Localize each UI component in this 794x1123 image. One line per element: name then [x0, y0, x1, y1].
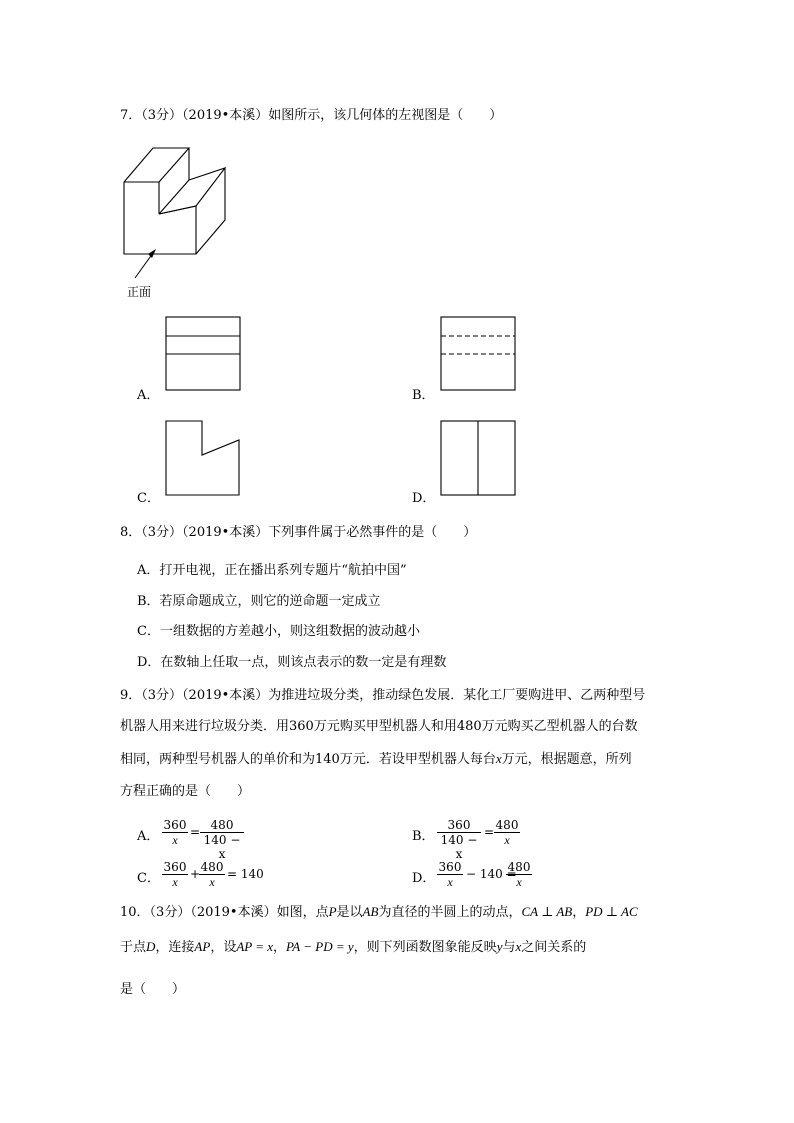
q9-c-plus: + — [190, 867, 201, 881]
q9-option-a-label: A． — [137, 829, 160, 844]
q9-c-equals-140: = 140 — [227, 867, 264, 881]
q9-option-d-label: D． — [412, 871, 436, 886]
q7-option-d-label: D． — [412, 491, 436, 506]
q7-front-label: 正面 — [127, 285, 152, 299]
q9-b-right-fraction: $\frac{480}{x}$ — [495, 818, 519, 847]
q7-option-a-label: A． — [137, 388, 160, 403]
q9-b-equals: = — [484, 825, 495, 839]
q9-line-4: 方程正确的是（ ） — [120, 784, 251, 799]
q9-a-left-fraction: $\frac{360}{x}$ — [163, 818, 187, 847]
q9-a-equals: = — [190, 825, 201, 839]
q10-line-2: 于点D，连接AP，设AP = x，PA − PD = y，则下列函数图象能反映y与x之间关系的 — [120, 939, 587, 955]
q10-line-1: 10．（3分）（2019•本溪）如图，点P是以AB为直径的半圆上的动点，CA ⊥ AB，PD ⊥ AC — [120, 904, 638, 920]
q9-c-first-fraction: $\frac{360}{x}$ — [163, 860, 187, 889]
q8-option-c: C．一组数据的方差越小，则这组数据的波动越小 — [137, 624, 420, 639]
q8-stem: 8．（3分）（2019•本溪）下列事件属于必然事件的是（ ） — [120, 525, 477, 540]
q9-line-2: 机器人用来进行垃圾分类．用360万元购买甲型机器人和用480万元购买乙型机器人的台数 — [120, 719, 638, 734]
q7-option-c-label: C． — [137, 491, 160, 506]
q9-c-second-fraction: $\frac{480}{x}$ — [200, 860, 224, 889]
q7-stem: 7．（3分）（2019•本溪）如图所示，该几何体的左视图是（ ） — [120, 108, 503, 123]
q9-option-c-label: C． — [137, 871, 160, 886]
q9-d-left-fraction: $\frac{360}{x}$ — [438, 860, 462, 889]
q9-b-left-fraction: $\frac{360}{140 - x}$ — [437, 818, 481, 861]
q10-line-3: 是（ ） — [120, 982, 186, 997]
q9-line-3: 相同，两种型号机器人的单价和为140万元．若设甲型机器人每台x万元，根据题意，所列 — [120, 751, 632, 767]
q9-d-right-fraction: $\frac{480}{x}$ — [507, 860, 531, 889]
q9-a-right-fraction: $\frac{480}{140 - x}$ — [200, 818, 244, 861]
q7-option-b-label: B． — [412, 388, 435, 403]
q8-option-b: B．若原命题成立，则它的逆命题一定成立 — [137, 594, 381, 609]
q8-option-d: D．在数轴上任取一点，则该点表示的数一定是有理数 — [137, 655, 447, 670]
q8-option-a: A．打开电视，正在播出系列专题片“航拍中国” — [137, 563, 407, 578]
q9-line-1: 9．（3分）（2019•本溪）为推进垃圾分类，推动绿色发展．某化工厂要购进甲、乙两种型号 — [120, 688, 646, 703]
q9-d-minus-140: − 140 = — [466, 867, 517, 881]
q9-option-b-label: B． — [412, 829, 435, 844]
